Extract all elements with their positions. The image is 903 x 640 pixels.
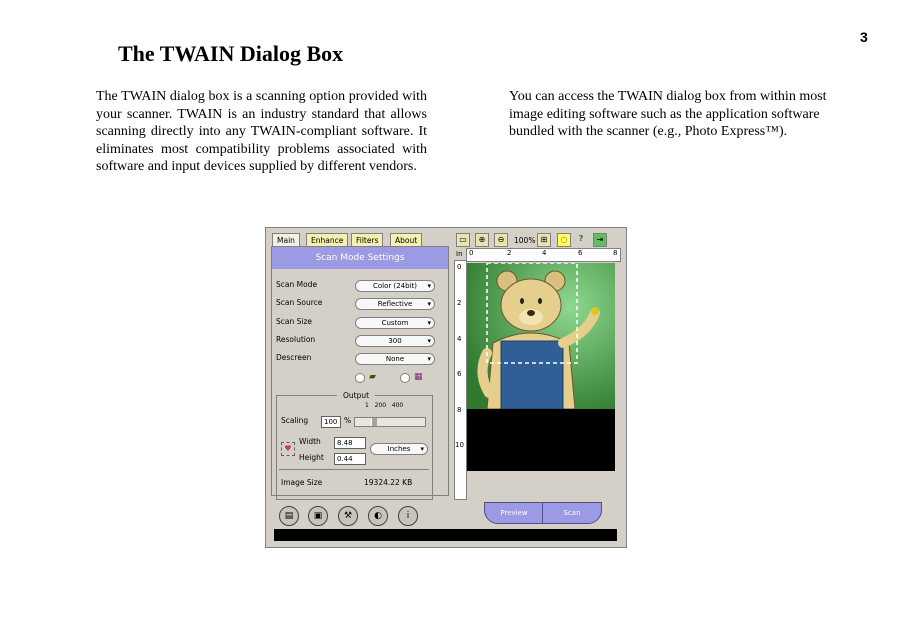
select-area-icon[interactable]: ▭ (456, 233, 470, 247)
resolution-label: Resolution (276, 335, 316, 344)
descreen-select[interactable] (355, 353, 435, 365)
slider-marks (365, 402, 403, 409)
output-title: Output (337, 391, 375, 400)
scan-source-select[interactable] (355, 298, 435, 310)
slider-mark-max: 400 (391, 402, 404, 409)
height-input[interactable]: 0.44 (334, 453, 366, 465)
chevron-down-icon: ▾ (427, 300, 431, 308)
slider-thumb[interactable] (371, 418, 377, 426)
page-number: 3 (860, 29, 868, 45)
chevron-down-icon: ▾ (427, 282, 431, 290)
ruler-top-4: 4 (542, 249, 547, 257)
scan-button[interactable]: Scan (542, 502, 602, 524)
image-size-label: Image Size (281, 478, 323, 487)
scaling-slider[interactable] (354, 417, 426, 427)
bear-illustration (467, 263, 615, 409)
output-group (276, 391, 433, 500)
slider-mark-min: 1 (365, 402, 369, 409)
divider (279, 469, 429, 470)
width-input[interactable]: 8.48 (334, 437, 366, 449)
percent-label: % (344, 416, 352, 425)
ruler-left-8: 8 (457, 406, 462, 414)
chevron-down-icon: ▾ (427, 319, 431, 327)
preview-toolbar (453, 231, 623, 248)
body-left-paragraph: The TWAIN dialog box is a scanning option provided with your scanner. TWAIN is an industry standard that allows scanning directly into any TWAIN-compliant software. It eliminates most compatibility problems associated with software and input devices supplied by different vendors. (96, 89, 427, 174)
ruler-left-0: 0 (457, 263, 462, 271)
ruler-unit: In (456, 250, 463, 258)
preview-image (467, 263, 615, 409)
chevron-down-icon: ▾ (420, 445, 424, 453)
ruler-left-6: 6 (457, 370, 462, 378)
radio-option-2[interactable] (400, 373, 410, 383)
resolution-value: 300 (388, 337, 402, 345)
descreen-label: Descreen (276, 353, 312, 362)
ruler-left-4: 4 (457, 335, 462, 343)
resolution-select[interactable] (355, 335, 435, 347)
help-bubble-icon[interactable]: ◌ (557, 233, 571, 247)
section-heading: The TWAIN Dialog Box (118, 41, 344, 66)
twain-dialog-screenshot (265, 227, 627, 548)
scaling-label: Scaling (281, 416, 309, 425)
ruler-top-2: 2 (507, 249, 512, 257)
radio-option-1[interactable] (355, 373, 365, 383)
exposure-icon[interactable]: ◐ (368, 506, 388, 526)
chevron-down-icon: ▾ (427, 337, 431, 345)
panel-header: Scan Mode Settings (272, 247, 448, 269)
tab-main[interactable]: Main (272, 233, 300, 246)
ruler-left-10: 10 (455, 441, 464, 449)
status-bar (274, 529, 617, 541)
ruler-top-0: 0 (469, 249, 474, 257)
film-icon: ▦ (414, 372, 423, 382)
preview-button[interactable]: Preview (484, 502, 544, 524)
scan-size-label: Scan Size (276, 317, 313, 326)
zoom-out-icon[interactable]: ⊖ (494, 233, 508, 247)
scaling-input[interactable]: 100 (321, 416, 341, 428)
body-right-paragraph: You can access the TWAIN dialog box from within most image editing software such as the application software bundled with the scanner (e.g., Photo Express™). (509, 89, 827, 139)
fit-icon[interactable]: ⊞ (537, 233, 551, 247)
lock-aspect-icon[interactable]: ♥ (281, 442, 295, 456)
save-icon[interactable]: ▣ (308, 506, 328, 526)
open-icon[interactable]: ▤ (279, 506, 299, 526)
height-label: Height (299, 453, 324, 462)
exit-icon[interactable]: ⇥ (593, 233, 607, 247)
zoom-in-icon[interactable]: ⊕ (475, 233, 489, 247)
descreen-value: None (385, 355, 405, 363)
tab-about[interactable]: About (390, 233, 422, 246)
scan-mode-label: Scan Mode (276, 280, 318, 289)
ruler-left-2: 2 (457, 299, 462, 307)
units-value: Inches (387, 445, 411, 453)
units-select[interactable] (370, 443, 428, 455)
chevron-down-icon: ▾ (427, 355, 431, 363)
ruler-top (466, 248, 621, 262)
help-icon[interactable]: ? (575, 233, 587, 245)
tab-filters[interactable]: Filters (351, 233, 383, 246)
width-label: Width (299, 437, 321, 446)
tab-enhance[interactable]: Enhance (306, 233, 348, 246)
scanner-icon: ▰ (369, 372, 376, 382)
scan-source-label: Scan Source (276, 298, 323, 307)
scan-mode-value: Color (24bit) (372, 282, 417, 290)
info-icon[interactable]: i (398, 506, 418, 526)
scan-size-value: Custom (381, 319, 409, 327)
scan-size-select[interactable] (355, 317, 435, 329)
image-size-value: 19324.22 KB (364, 478, 413, 487)
scan-source-value: Reflective (377, 300, 413, 308)
tools-icon[interactable]: ⚒ (338, 506, 358, 526)
ruler-top-8: 8 (613, 249, 618, 257)
scan-mode-select[interactable] (355, 280, 435, 292)
zoom-level: 100% (514, 236, 536, 245)
ruler-top-6: 6 (578, 249, 583, 257)
preview-area[interactable] (467, 263, 615, 471)
slider-mark-mid: 200 (374, 402, 387, 409)
ruler-left (454, 260, 467, 500)
main-panel (271, 246, 449, 496)
